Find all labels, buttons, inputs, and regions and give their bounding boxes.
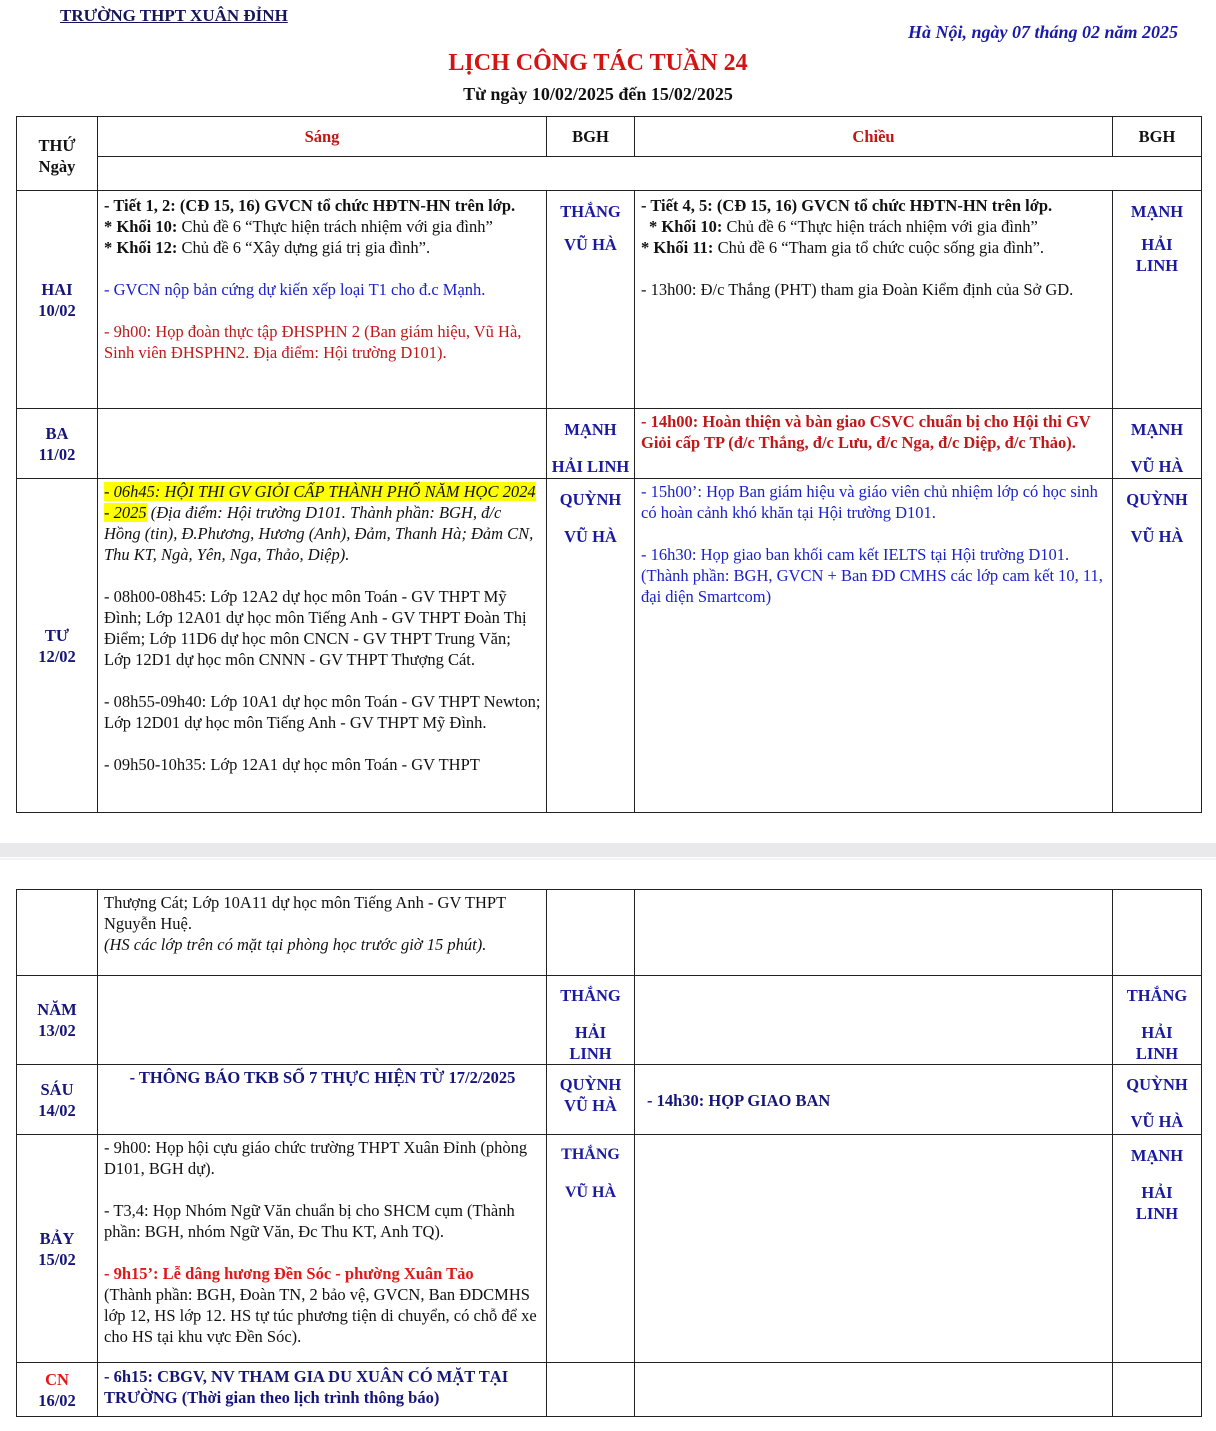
day-cell: [17, 1135, 98, 1363]
page-title: LỊCH CÔNG TÁC TUẦN 24: [448, 50, 748, 76]
bgh-afternoon-cell: [1113, 1363, 1202, 1417]
header-bgh-afternoon: BGH: [1113, 117, 1202, 157]
day-cell: [17, 409, 98, 479]
morning-cell: [98, 479, 547, 813]
morning-cell: [98, 976, 547, 1065]
bgh-name: MẠNH: [1130, 202, 1184, 221]
morning-item: - GVCN nộp bản cứng dự kiến xếp loại T1 cho đ.c Mạnh.: [104, 280, 486, 299]
bgh-name: LINH: [1135, 256, 1179, 275]
row-saturday: [17, 1135, 1202, 1363]
day-cell: [17, 1363, 98, 1417]
day-date: 13/02: [38, 1021, 76, 1040]
morning-item: - 08h55-09h40: Lớp 10A1 dự học môn Toán - GV THPT Newton; Lớp 12D01 dự học môn Tiếng Anh - GV THPT Mỹ Đình.: [104, 692, 541, 732]
bgh-morning-cell: [547, 479, 635, 813]
bgh-name: QUỲNH: [1126, 490, 1188, 509]
day-name: CN: [45, 1369, 69, 1389]
day-date: 14/02: [38, 1100, 76, 1120]
bgh-name: QUỲNH: [1126, 1075, 1188, 1094]
date-line: Hà Nội, ngày 07 tháng 02 năm 2025: [907, 22, 1178, 42]
morning-item: - 6h15: CBGV, NV THAM GIA DU XUÂN CÓ MẶT TẠI TRƯỜNG (Thời gian theo lịch trình thông báo): [104, 1367, 509, 1407]
bgh-name: MẠNH: [1130, 420, 1184, 439]
day-cell: [17, 479, 98, 813]
bgh-morning-cell: [547, 1363, 635, 1417]
row-monday: [17, 191, 1202, 409]
day-cell: [17, 1065, 98, 1135]
page-separator: [0, 843, 1216, 857]
bgh-name: LINH: [1135, 1204, 1179, 1223]
bgh-name: THẮNG: [561, 1146, 620, 1163]
morning-cell: [98, 1363, 547, 1417]
day-name: TƯ: [44, 625, 70, 645]
afternoon-cell: [635, 479, 1113, 813]
row-friday: [17, 1065, 1202, 1135]
schedule-table-page-1: [16, 116, 1202, 813]
bgh-name: QUỲNH: [559, 1075, 622, 1094]
bgh-name: VŨ HÀ: [564, 1184, 617, 1201]
morning-item: - 09h50-10h35: Lớp 12A1 dự học môn Toán - GV THPT: [104, 755, 480, 774]
bgh-afternoon-cell: [1113, 890, 1202, 976]
afternoon-item: - 16h30: Họp giao ban khối cam kết IELTS tại Hội trường D101. (Thành phần: BGH, GVCN + Ban ĐD CMHS các lớp cam kết 10, 11, đại diện Smartcom): [641, 545, 1103, 606]
schedule-table-page-2: [16, 889, 1202, 1417]
afternoon-cell: [635, 890, 1113, 976]
row-wednesday-continued: [17, 890, 1202, 976]
afternoon-item: - Tiết 4, 5: (CĐ 15, 16) GVCN tổ chức HĐTN-HN trên lớp.: [641, 196, 1053, 215]
bgh-afternoon-cell: [1113, 1065, 1202, 1135]
bgh-name: VŨ HÀ: [564, 235, 617, 254]
morning-cell: [98, 890, 547, 976]
header-morning: Sáng: [98, 117, 547, 157]
bgh-afternoon-cell: [1113, 976, 1202, 1065]
day-name: HAI: [41, 279, 73, 299]
day-date: 16/02: [38, 1390, 76, 1410]
day-date: 11/02: [38, 444, 76, 464]
morning-item: - 08h00-08h45: Lớp 12A2 dự học môn Toán - GV THPT Mỹ Đình; Lớp 12A01 dự học môn Tiếng Anh - GV THPT Đoàn Thị Điểm; Lớp 11D6 dự học môn CNCN - GV THPT Trung Văn; Lớp 12D1 dự học môn CNNN - GV THPT Thượng Cát.: [104, 587, 527, 669]
bgh-afternoon-cell: [1113, 191, 1202, 409]
day-cell: [17, 976, 98, 1065]
header-date-label: Ngày: [38, 157, 76, 176]
bgh-afternoon-cell: [1113, 1135, 1202, 1363]
bgh-afternoon-cell: [1113, 409, 1202, 479]
afternoon-cell: [635, 1363, 1113, 1417]
bgh-morning-cell: [547, 409, 635, 479]
page-subtitle: Từ ngày 10/02/2025 đến 15/02/2025: [463, 84, 733, 104]
afternoon-cell: [635, 409, 1113, 479]
grade-label: * Khối 11:: [641, 238, 714, 257]
bgh-name: VŨ HÀ: [564, 1096, 617, 1115]
afternoon-cell: [635, 1065, 1113, 1135]
bgh-name: LINH: [569, 1044, 612, 1063]
afternoon-cell: [635, 1135, 1113, 1363]
morning-cell: [98, 191, 547, 409]
bgh-name: THẮNG: [1126, 986, 1188, 1005]
day-date: 15/02: [38, 1249, 76, 1269]
morning-item: - 9h00: Họp hội cựu giáo chức trường THPT Xuân Đỉnh (phòng D101, BGH dự).: [104, 1138, 528, 1178]
header-day-cell: [17, 117, 98, 191]
grade-label: * Khối 10:: [649, 217, 723, 236]
row-sunday: [17, 1363, 1202, 1417]
morning-cell: [98, 1135, 547, 1363]
grade-topic: Chủ đề 6 “Tham gia tổ chức cuộc sống gia đình”.: [713, 238, 1045, 257]
day-name: NĂM: [37, 1000, 77, 1019]
bgh-name: QUỲNH: [559, 490, 622, 509]
bgh-name: HẢI: [1141, 235, 1173, 254]
morning-cell: [98, 409, 547, 479]
bgh-morning-cell: [547, 1065, 635, 1135]
day-date: 10/02: [38, 300, 76, 320]
bgh-name: HẢI: [1141, 1183, 1173, 1202]
row-thursday: [17, 976, 1202, 1065]
bgh-morning-cell: [547, 976, 635, 1065]
morning-cell: [98, 1065, 547, 1135]
morning-item: - 9h00: Họp đoàn thực tập ĐHSPHN 2 (Ban giám hiệu, Vũ Hà, Sinh viên ĐHSPHN2. Địa điểm: Hội trường D101).: [104, 322, 522, 362]
bgh-name: HẢI: [1141, 1023, 1173, 1042]
grade-topic: Chủ đề 6 “Thực hiện trách nhiệm với gia đình”: [177, 217, 493, 236]
bgh-afternoon-cell: [1113, 479, 1202, 813]
bgh-name: THẮNG: [560, 202, 621, 221]
morning-item: - 9h15’: Lễ dâng hương Đền Sóc - phường Xuân Tảo: [104, 1264, 474, 1283]
afternoon-item: - 14h00: Hoàn thiện và bàn giao CSVC chuẩn bị cho Hội thi GV Giỏi cấp TP (đ/c Thắng, đ/c Lưu, đ/c Nga, đ/c Diệp, đ/c Thảo).: [641, 412, 1091, 452]
header-spacer: [98, 157, 1202, 191]
morning-item: - T3,4: Họp Nhóm Ngữ Văn chuẩn bị cho SHCM cụm (Thành phần: BGH, nhóm Ngữ Văn, Đc Thu KT, Anh TQ).: [104, 1201, 515, 1241]
morning-item-details: (Thành phần: BGH, Đoàn TN, 2 bảo vệ, GVCN, Ban ĐDCMHS lớp 12, HS lớp 12. HS tự túc phương tiện di chuyển, có chỗ để xe cho HS tại khu vực Đền Sóc).: [104, 1285, 537, 1346]
day-date: 12/02: [38, 646, 76, 666]
afternoon-item: - 15h00’: Họp Ban giám hiệu và giáo viên chủ nhiệm lớp có học sinh có hoàn cảnh khó khăn tại Hội trường D101.: [641, 482, 1098, 522]
bgh-name: LINH: [1135, 1044, 1179, 1063]
bgh-morning-cell: [547, 191, 635, 409]
morning-item: Thượng Cát; Lớp 10A11 dự học môn Tiếng Anh - GV THPT Nguyễn Huệ.: [104, 893, 506, 933]
header-bgh-morning: BGH: [547, 117, 635, 157]
page-separator-line: [0, 858, 1216, 860]
bgh-name: VŨ HÀ: [1130, 457, 1184, 476]
grade-label: * Khối 10:: [104, 217, 178, 236]
bgh-name: VŨ HÀ: [564, 527, 617, 546]
bgh-morning-cell: [547, 1135, 635, 1363]
header-afternoon: Chiều: [635, 117, 1113, 157]
bgh-morning-cell: [547, 890, 635, 976]
afternoon-cell: [635, 191, 1113, 409]
day-name: BA: [45, 423, 69, 443]
day-cell: [17, 191, 98, 409]
grade-label: * Khối 12:: [104, 238, 178, 257]
day-name: SÁU: [40, 1079, 74, 1099]
bgh-name: HẢI LINH: [551, 457, 630, 476]
bgh-name: HẢI: [574, 1023, 607, 1042]
bgh-name: THẮNG: [560, 986, 621, 1005]
highlighted-event: - 06h45: HỘI THI GV GIỎI CẤP THÀNH PHỐ NĂM HỌC 2024 - 2025: [104, 482, 536, 522]
afternoon-item: - 14h30: HỌP GIAO BAN: [647, 1091, 831, 1110]
afternoon-cell: [635, 976, 1113, 1065]
event-details: (Địa điểm: Hội trường D101. Thành phần: BGH, đ/c Hồng (tin), Đ.Phương, Hương (Anh), Đảm, Thanh Hà; Đảm CN, Thu KT, Ngà, Yên, Nga, Thảo, Diệp).: [104, 503, 534, 564]
day-cell: [17, 890, 98, 976]
bgh-name: VŨ HÀ: [1130, 527, 1184, 546]
afternoon-item: - 13h00: Đ/c Thắng (PHT) tham gia Đoàn Kiểm định của Sở GD.: [641, 280, 1074, 299]
school-name: TRƯỜNG THPT XUÂN ĐỈNH: [60, 6, 288, 25]
row-wednesday: [17, 479, 1202, 813]
bgh-name: VŨ HÀ: [1130, 1112, 1184, 1131]
day-name: BẢY: [39, 1228, 75, 1248]
bgh-name: MẠNH: [1130, 1146, 1184, 1165]
grade-topic: Chủ đề 6 “Thực hiện trách nhiệm với gia đình”: [722, 217, 1038, 236]
row-tuesday: [17, 409, 1202, 479]
bgh-name: MẠNH: [564, 420, 617, 439]
morning-note: (HS các lớp trên có mặt tại phòng học trước giờ 15 phút).: [104, 935, 487, 954]
header-day-label: THỨ: [38, 136, 76, 155]
morning-item: - Tiết 1, 2: (CĐ 15, 16) GVCN tổ chức HĐTN-HN trên lớp.: [104, 196, 516, 215]
morning-item: - THÔNG BÁO TKB SỐ 7 THỰC HIỆN TỪ 17/2/2025: [129, 1068, 516, 1087]
grade-topic: Chủ đề 6 “Xây dựng giá trị gia đình”.: [177, 238, 431, 257]
